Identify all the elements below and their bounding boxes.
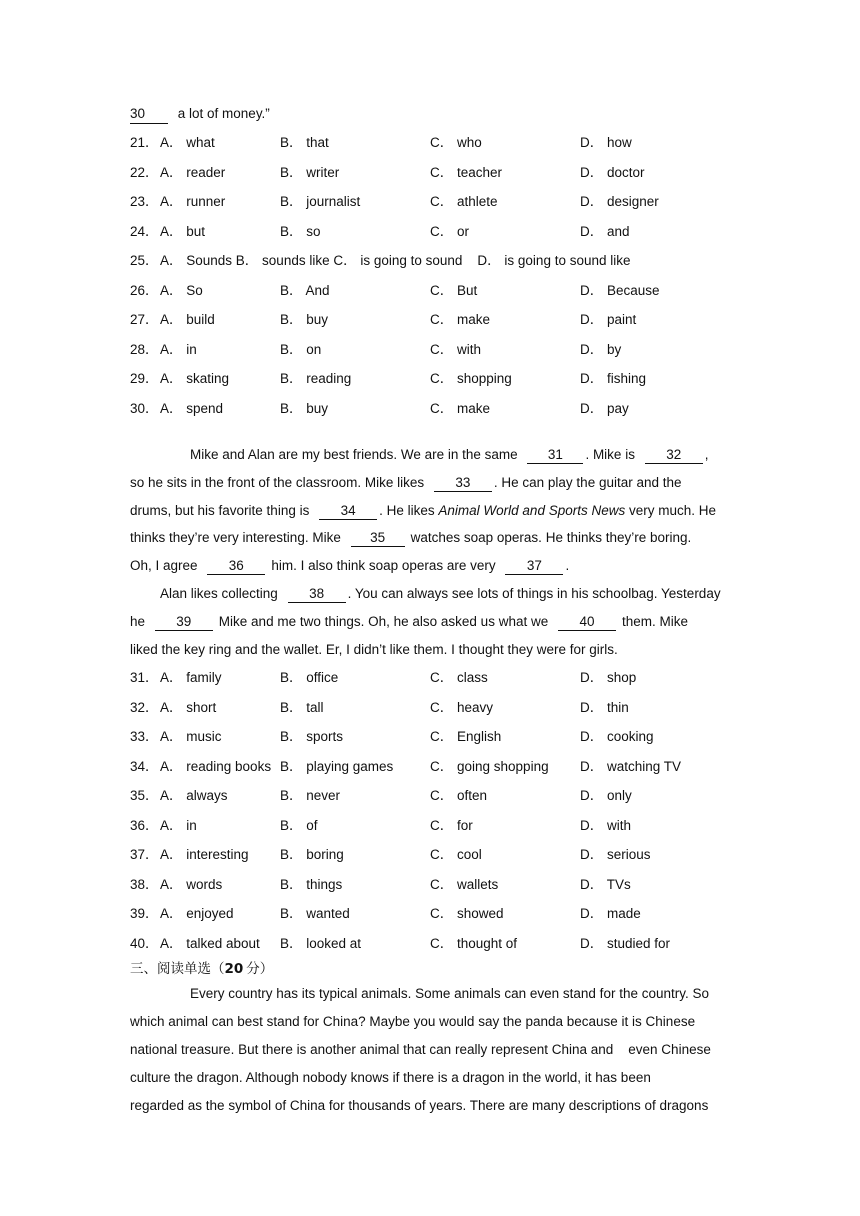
fragment-text: a lot of money.”: [177, 106, 270, 121]
option-b: B． wanted: [280, 906, 350, 922]
reading-passage: [130, 980, 730, 1119]
option-d: D． studied for: [580, 935, 671, 951]
option-row-33: [130, 722, 730, 752]
option-c: C． who: [430, 135, 482, 150]
option-row-31: [130, 663, 730, 693]
question-number: 27．: [130, 312, 159, 327]
option-a: A． runner: [160, 194, 226, 209]
blank-32: 32: [645, 447, 703, 464]
option-c: C． with: [430, 341, 482, 357]
option-d: D． thin: [580, 699, 629, 715]
passage-text: Mike and me two things. Oh, he also asked us what we: [218, 613, 549, 629]
option-a: A． build: [160, 312, 215, 327]
question-number: 25．: [130, 253, 159, 268]
option-row-32: [130, 693, 730, 723]
passage-line: [130, 636, 730, 664]
passage-line: [130, 524, 730, 552]
heading-points: 20: [224, 961, 244, 978]
blank-31: 31: [527, 447, 583, 464]
option-b: B． so: [280, 223, 321, 239]
passage-text: very much. He: [629, 502, 717, 518]
passage-line: [130, 497, 730, 525]
option-b: B． writer: [280, 164, 340, 180]
option-d: D． serious: [580, 847, 651, 863]
question-number: 39．: [130, 906, 159, 922]
question-number: 24．: [130, 223, 159, 239]
option-d: D． how: [580, 135, 632, 150]
passage-text: Alan likes collecting: [160, 585, 278, 601]
blank-39: 39: [155, 614, 213, 631]
option-b: B． reading: [280, 371, 352, 386]
passage-text: watches soap operas. He thinks they’re boring.: [410, 530, 692, 546]
passage-line: [130, 580, 730, 608]
blank-35: 35: [351, 530, 405, 547]
option-a: A． words: [160, 876, 223, 892]
passage-text: regarded as the symbol of China for thousands of years. There are many descriptions of dragons: [130, 1097, 709, 1113]
option-c: C． make: [430, 400, 491, 416]
option-d: D． shop: [580, 670, 637, 686]
option-b: B． never: [280, 788, 341, 804]
passage-text: Oh, I agree: [130, 558, 198, 574]
passage-line: [130, 469, 730, 497]
passage-text: ,: [704, 447, 709, 462]
option-b: B． tall: [280, 699, 324, 715]
option-d: D． and: [580, 223, 630, 239]
blank-33: 33: [434, 475, 492, 492]
option-d: D． TVs: [580, 876, 631, 892]
option-d: D． doctor: [580, 164, 645, 180]
passage-line: [130, 608, 730, 636]
option-d: D． with: [580, 817, 632, 833]
passage-line: [130, 980, 730, 1008]
passage-text: . You can always see lots of things in his schoolbag. Yesterday: [347, 585, 721, 601]
passage-line: [130, 1036, 730, 1064]
option-a: A． music: [160, 729, 222, 745]
passage-line: [130, 1092, 730, 1120]
option-d: D． cooking: [580, 729, 654, 745]
options-line: A． Sounds B． sounds like C． is going to sound D． is going to sound like: [160, 253, 631, 268]
option-row-37: [130, 840, 730, 870]
passage-text: . He likes: [379, 502, 435, 518]
option-b: B． sports: [280, 729, 344, 745]
top-fragment-line: [130, 100, 730, 128]
passage-text: liked the key ring and the wallet. Er, I didn’t like them. I thought they were for girls.: [130, 641, 618, 657]
question-number: 26．: [130, 282, 159, 298]
question-number: 34．: [130, 758, 159, 774]
question-number: 30．: [130, 400, 159, 416]
options-21-30: [130, 128, 730, 423]
option-row-36: [130, 811, 730, 841]
option-b: B． things: [280, 876, 343, 892]
passage-text: Mike and Alan are my best friends. We are in the same: [190, 447, 518, 462]
option-c: C． make: [430, 312, 491, 327]
question-number: 28．: [130, 341, 159, 357]
question-number: 23．: [130, 194, 159, 209]
passage-text: national treasure. But there is another animal that can really represent China and even Chinese: [130, 1041, 711, 1057]
passage-line: [130, 1064, 730, 1092]
option-c: C． or: [430, 223, 470, 239]
question-number: 22．: [130, 164, 159, 180]
option-b: B． playing games: [280, 758, 394, 774]
option-a: A． always: [160, 788, 228, 804]
option-row-29: [130, 364, 730, 394]
option-c: C． thought of: [430, 935, 518, 951]
option-a: A． in: [160, 341, 197, 357]
question-number: 29．: [130, 371, 159, 386]
option-b: B． journalist: [280, 194, 361, 209]
option-c: C． teacher: [430, 164, 503, 180]
option-d: D． fishing: [580, 371, 647, 386]
option-row-40: [130, 929, 730, 959]
passage-text: them. Mike: [621, 613, 689, 629]
section-heading: [130, 958, 730, 980]
passage-line: [130, 552, 730, 580]
passage-text: he: [130, 613, 146, 629]
option-b: B． buy: [280, 312, 329, 327]
blank-36: 36: [207, 558, 265, 575]
passage-text: culture the dragon. Although nobody knows if there is a dragon in the world, it has been: [130, 1069, 651, 1085]
option-row-39: [130, 899, 730, 929]
option-c: C． wallets: [430, 876, 499, 892]
question-number: 38．: [130, 876, 159, 892]
option-d: D． designer: [580, 194, 659, 209]
blank-37: 37: [505, 558, 563, 575]
passage-text: drums, but his favorite thing is: [130, 502, 310, 518]
passage-text: .: [565, 558, 570, 574]
option-row-21: [130, 128, 730, 158]
option-b: B． of: [280, 817, 318, 833]
option-b: B． on: [280, 341, 322, 357]
option-a: A． reader: [160, 164, 226, 180]
option-d: D． by: [580, 341, 622, 357]
passage-text: Every country has its typical animals. Some animals can even stand for the country. So: [190, 986, 709, 1002]
option-b: B． And: [280, 282, 330, 298]
options-31-40: [130, 663, 730, 958]
option-d: D． made: [580, 906, 641, 922]
option-c: C． English: [430, 729, 502, 745]
option-c: C． for: [430, 817, 473, 833]
option-b: B． that: [280, 135, 329, 150]
option-c: C． cool: [430, 847, 482, 863]
heading-text: 三、阅读单选（: [130, 961, 225, 978]
option-a: A． interesting: [160, 847, 249, 863]
option-c: C． heavy: [430, 699, 494, 715]
option-row-34: [130, 752, 730, 782]
question-number: 35．: [130, 788, 159, 804]
option-a: A． short: [160, 699, 217, 715]
passage-line: [130, 1008, 730, 1036]
option-d: D． only: [580, 788, 632, 804]
option-c: C． But: [430, 282, 478, 298]
passage-text: . He can play the guitar and the: [493, 474, 682, 490]
option-a: A． talked about: [160, 935, 260, 951]
heading-text: 分）: [246, 961, 274, 978]
passage-text: which animal can best stand for China? Maybe you would say the panda because it is Chinese: [130, 1014, 696, 1030]
option-c: C． shopping: [430, 371, 512, 386]
passage-text: him. I also think soap operas are very: [271, 558, 496, 574]
blank-34: 34: [319, 503, 377, 520]
question-number: 36．: [130, 817, 159, 833]
blank-38: 38: [288, 586, 346, 603]
option-a: A． reading books: [160, 758, 272, 774]
option-c: C． often: [430, 788, 488, 804]
question-number: 21．: [130, 135, 159, 150]
question-number: 32．: [130, 699, 159, 715]
question-number: 31．: [130, 670, 159, 686]
blank-40: 40: [558, 614, 616, 631]
option-a: A． in: [160, 817, 197, 833]
option-a: A． what: [160, 135, 215, 150]
option-row-23: [130, 187, 730, 217]
option-row-26: [130, 276, 730, 306]
document-page: [130, 100, 730, 1119]
option-row-22: [130, 158, 730, 188]
option-b: B． buy: [280, 400, 329, 416]
option-c: C． going shopping: [430, 758, 549, 774]
question-number: 33．: [130, 729, 159, 745]
option-d: D． watching TV: [580, 758, 682, 774]
cloze-passage: [130, 441, 730, 663]
question-number: 40．: [130, 935, 159, 951]
tv-show-titles: Animal World and Sports News: [438, 502, 626, 518]
passage-text: so he sits in the front of the classroom. Mike likes: [130, 474, 425, 490]
question-number: 37．: [130, 847, 159, 863]
option-row-30: [130, 394, 730, 424]
option-b: B． boring: [280, 847, 344, 863]
option-a: A． enjoyed: [160, 906, 234, 922]
blank-30: 30: [130, 105, 168, 124]
option-a: A． but: [160, 223, 206, 239]
option-a: A． family: [160, 670, 222, 686]
option-a: A． skating: [160, 371, 230, 386]
passage-text: thinks they’re very interesting. Mike: [130, 530, 341, 546]
option-d: D． pay: [580, 400, 629, 416]
option-a: A． spend: [160, 400, 224, 416]
option-row-38: [130, 870, 730, 900]
option-row-27: [130, 305, 730, 335]
option-a: A． So: [160, 282, 203, 298]
option-row-24: [130, 217, 730, 247]
option-c: C． athlete: [430, 194, 498, 209]
option-d: D． paint: [580, 312, 637, 327]
option-row-35: [130, 781, 730, 811]
option-row-25: [130, 246, 730, 276]
passage-line: [130, 441, 730, 469]
option-d: D． Because: [580, 282, 660, 298]
option-b: B． looked at: [280, 935, 362, 951]
passage-text: . Mike is: [585, 447, 635, 462]
option-c: C． class: [430, 670, 488, 686]
option-row-28: [130, 335, 730, 365]
option-b: B． office: [280, 670, 339, 686]
option-c: C． showed: [430, 906, 504, 922]
